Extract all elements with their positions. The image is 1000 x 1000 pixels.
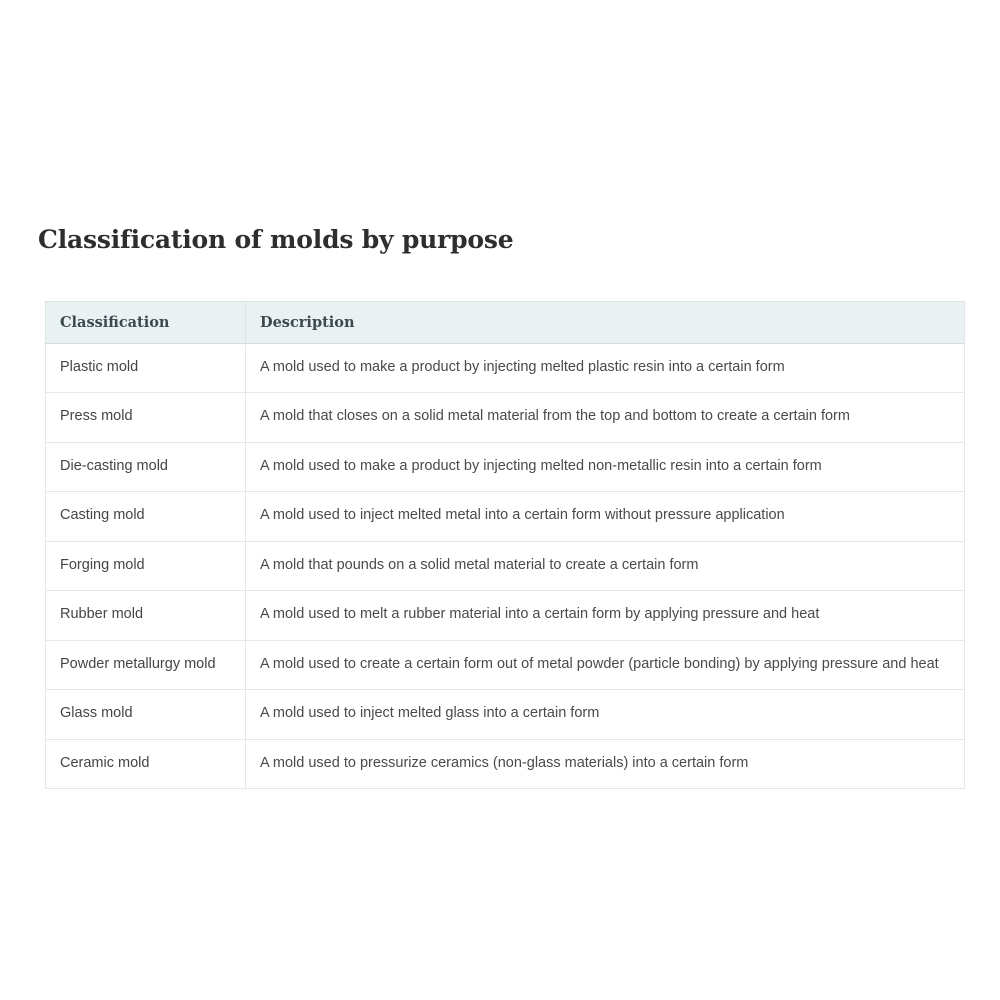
cell-description: A mold used to inject melted metal into a certain form without pressure application [246, 492, 965, 541]
cell-description: A mold used to make a product by injecting melted plastic resin into a certain form [246, 344, 965, 393]
table-row [46, 591, 965, 640]
cell-description: A mold that closes on a solid metal material from the top and bottom to create a certain form [246, 393, 965, 442]
cell-classification: Rubber mold [46, 591, 246, 640]
table-row [46, 690, 965, 739]
mold-classification-table-container [45, 301, 964, 789]
table-header [46, 302, 965, 344]
cell-description: A mold that pounds on a solid metal material to create a certain form [246, 541, 965, 590]
table-body [46, 344, 965, 789]
table-row [46, 442, 965, 491]
cell-description: A mold used to create a certain form out of metal powder (particle bonding) by applying pressure and heat [246, 640, 965, 689]
column-header-description: Description [246, 302, 965, 344]
table-row [46, 393, 965, 442]
cell-classification: Casting mold [46, 492, 246, 541]
cell-classification: Press mold [46, 393, 246, 442]
mold-classification-table [45, 301, 965, 789]
cell-classification: Forging mold [46, 541, 246, 590]
table-row [46, 739, 965, 788]
page-title: Classification of molds by purpose [38, 224, 514, 254]
cell-description: A mold used to make a product by injecting melted non-metallic resin into a certain form [246, 442, 965, 491]
table-row [46, 492, 965, 541]
cell-description: A mold used to melt a rubber material into a certain form by applying pressure and heat [246, 591, 965, 640]
table-row [46, 344, 965, 393]
table-row [46, 541, 965, 590]
table-row [46, 640, 965, 689]
cell-classification: Glass mold [46, 690, 246, 739]
column-header-classification: Classification [46, 302, 246, 344]
cell-description: A mold used to inject melted glass into a certain form [246, 690, 965, 739]
table-header-row [46, 302, 965, 344]
cell-classification: Ceramic mold [46, 739, 246, 788]
cell-description: A mold used to pressurize ceramics (non-glass materials) into a certain form [246, 739, 965, 788]
cell-classification: Powder metallurgy mold [46, 640, 246, 689]
cell-classification: Plastic mold [46, 344, 246, 393]
cell-classification: Die-casting mold [46, 442, 246, 491]
